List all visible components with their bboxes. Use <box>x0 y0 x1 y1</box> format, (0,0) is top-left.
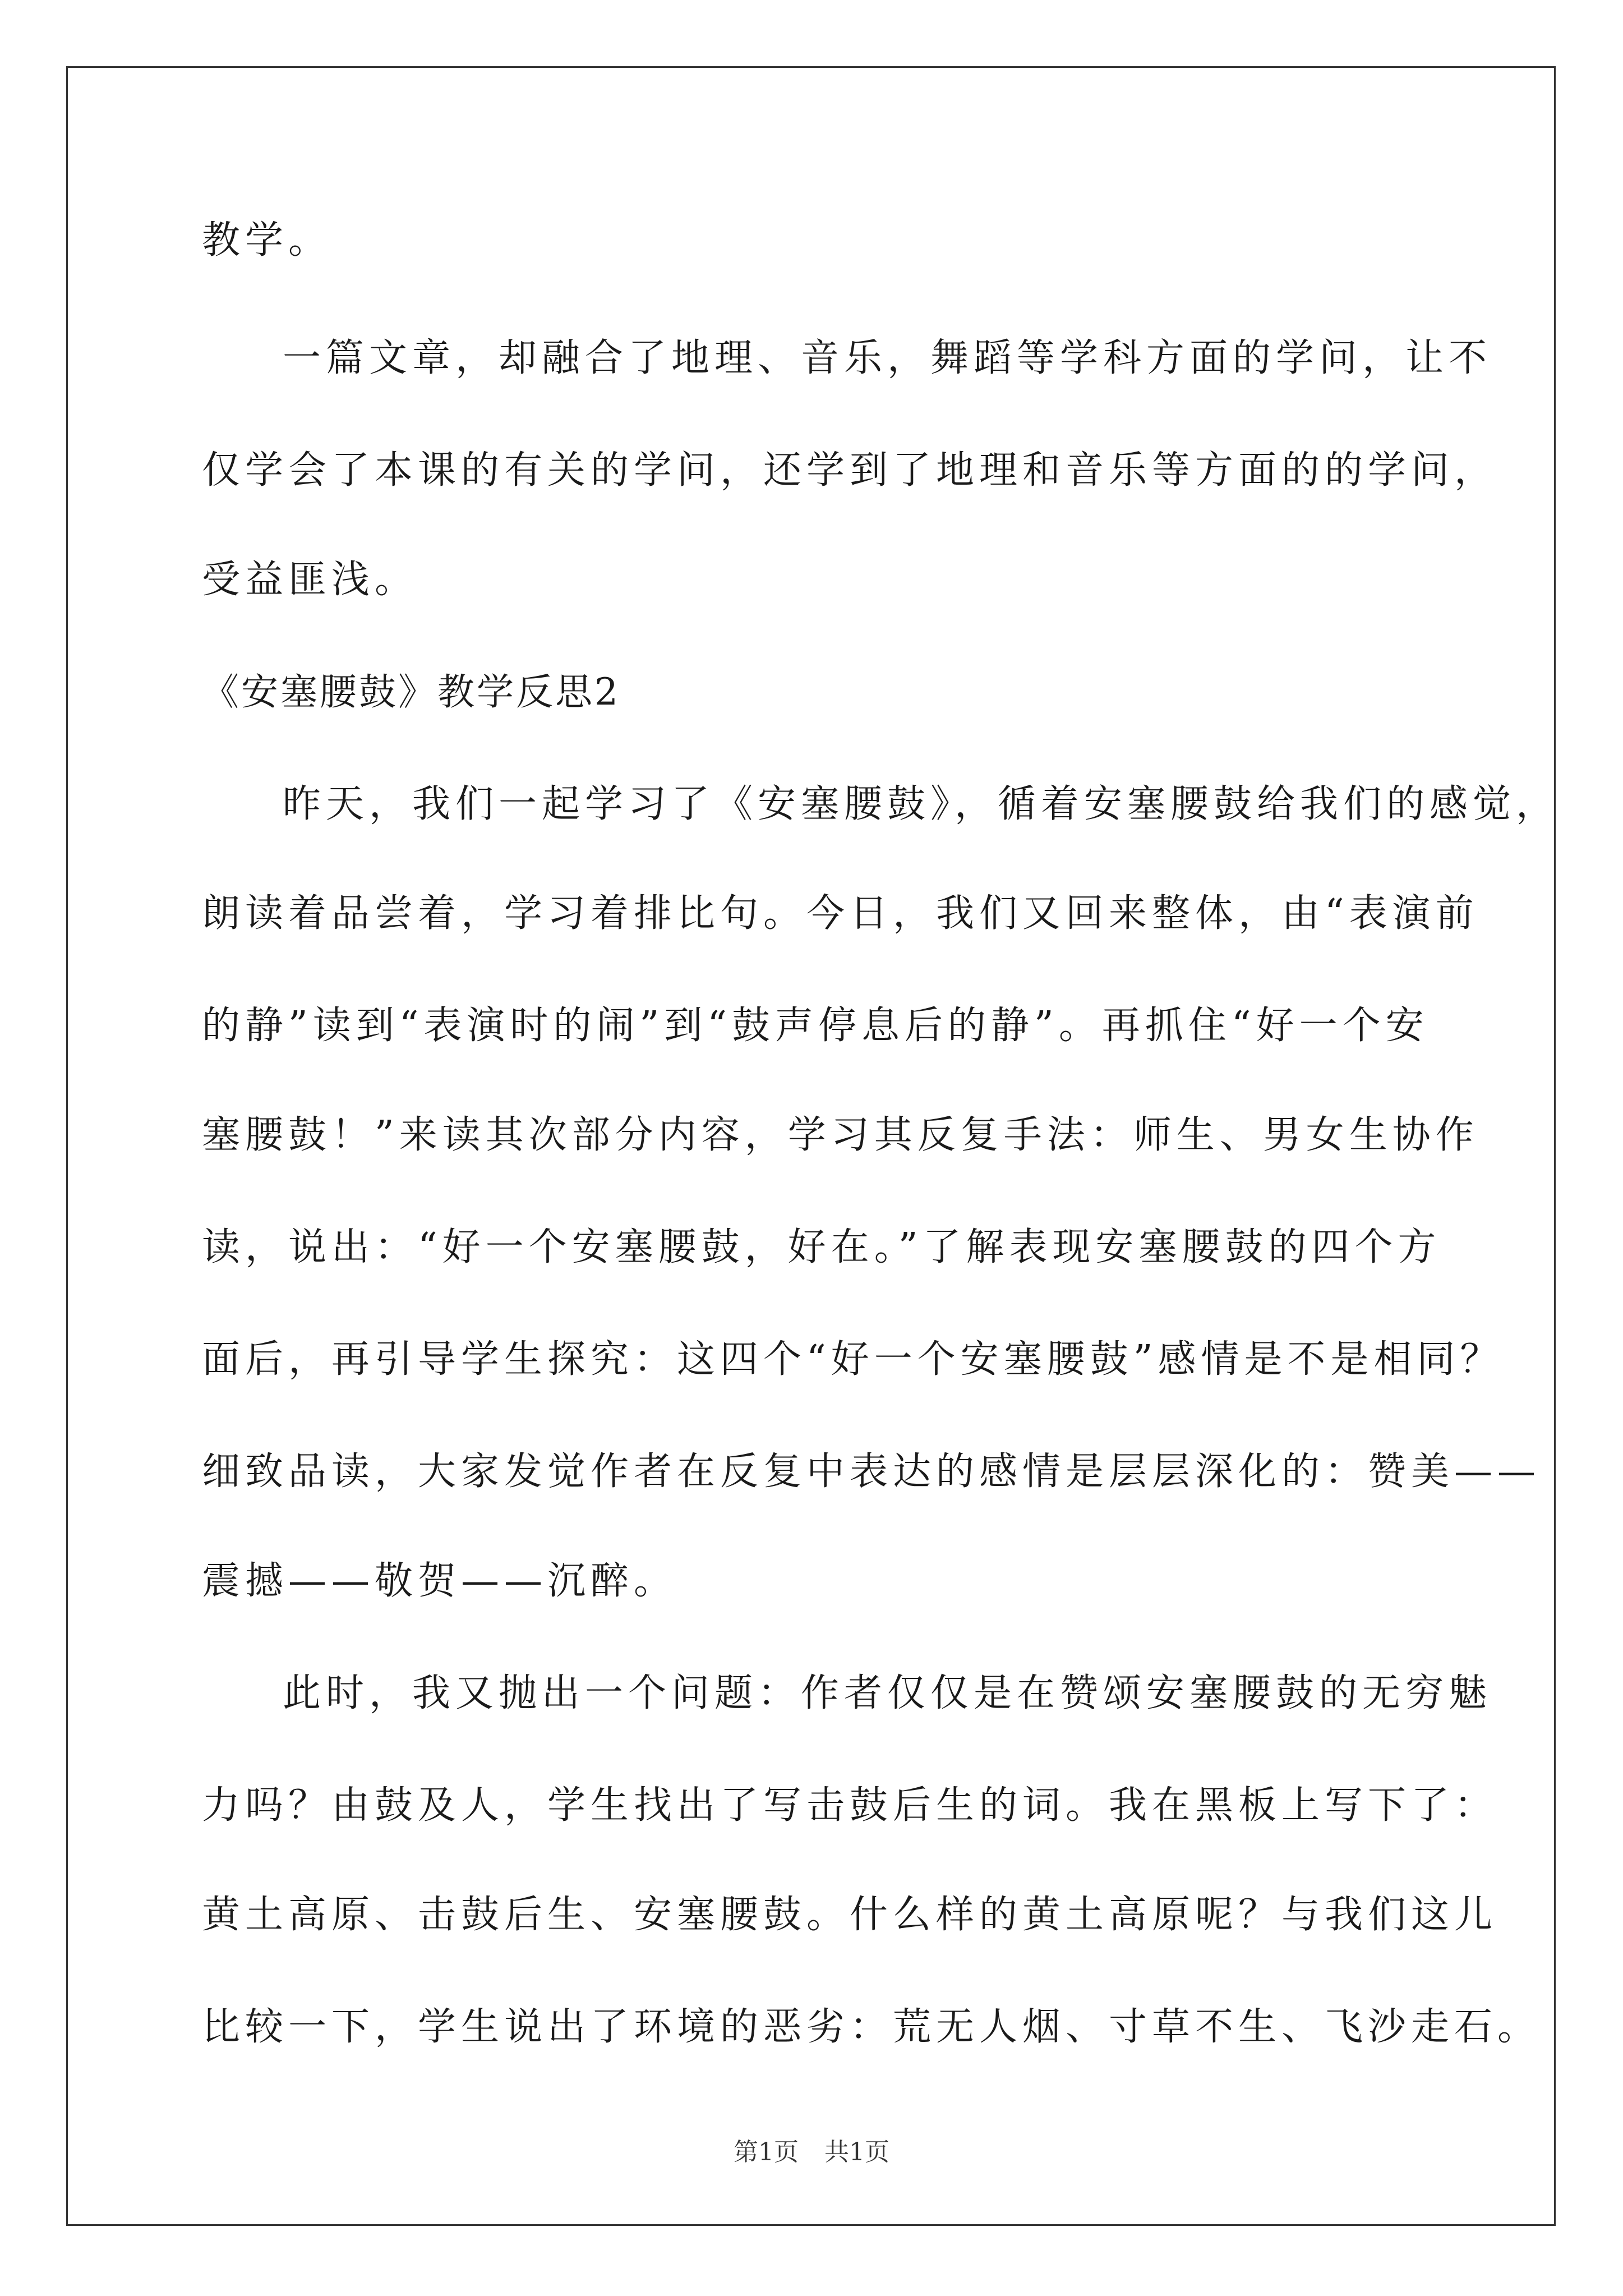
paragraph-line: 仅学会了本课的有关的学问，还学到了地理和音乐等方面的的学问， <box>202 448 1498 493</box>
paragraph-line: 读，说出：“好一个安塞腰鼓，好在。”了解表现安塞腰鼓的四个方 <box>202 1225 1441 1269</box>
paragraph-line: 力吗？由鼓及人，学生找出了写击鼓后生的词。我在黑板上写下了： <box>202 1783 1498 1828</box>
paragraph-line: 受益匪浅。 <box>202 558 418 602</box>
paragraph-line: 朗读着品尝着，学习着排比句。今日，我们又回来整体，由“表演前 <box>202 891 1479 936</box>
paragraph-line: 细致品读，大家发觉作者在反复中表达的感情是层层深化的：赞美—— <box>202 1450 1541 1494</box>
paragraph-line: 塞腰鼓！”来读其次部分内容，学习其反复手法：师生、男女生协作 <box>202 1113 1479 1157</box>
page-number-total: 共1页 <box>824 2138 889 2166</box>
paragraph-line: 的静”读到“表演时的闹”到“鼓声停息后的静”。再抓住“好一个安 <box>202 1004 1429 1048</box>
paragraph-line: 昨天，我们一起学习了《安塞腰鼓》，循着安塞腰鼓给我们的感觉， <box>283 782 1560 826</box>
paragraph-line: 面后，再引导学生探究：这四个“好一个安塞腰鼓”感情是不是相同？ <box>202 1337 1504 1382</box>
paragraph-line: 教学。 <box>202 218 332 263</box>
paragraph-line: 震撼——敬贺——沉醉。 <box>202 1559 677 1603</box>
paragraph-line: 比较一下，学生说出了环境的恶劣：荒无人烟、寸草不生、飞沙走石。 <box>202 2005 1541 2049</box>
paragraph-line: 一篇文章，却融合了地理、音乐，舞蹈等学科方面的学问，让不 <box>283 336 1492 380</box>
page-footer <box>0 2140 1623 2165</box>
section-heading: 《安塞腰鼓》教学反思2 <box>202 670 620 714</box>
page-number-current: 第1页 <box>734 2138 799 2166</box>
paragraph-line: 黄土高原、击鼓后生、安塞腰鼓。什么样的黄土高原呢？与我们这儿 <box>202 1893 1498 1937</box>
paragraph-line: 此时，我又抛出一个问题：作者仅仅是在赞颂安塞腰鼓的无穷魅 <box>283 1671 1492 1715</box>
